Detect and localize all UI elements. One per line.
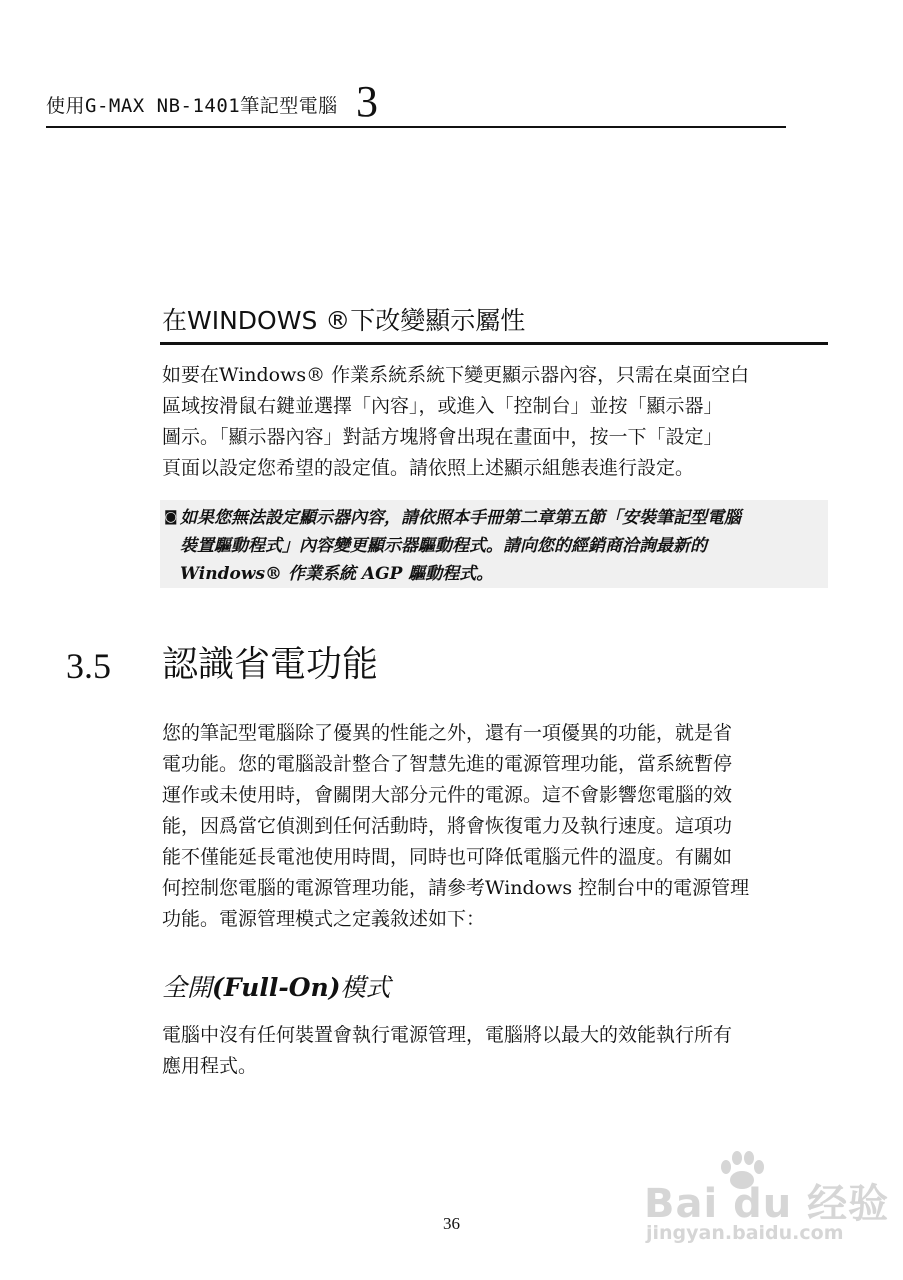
subsection-title-prefix: 全開 bbox=[162, 973, 213, 1002]
header-title: 使用G-MAX NB-1401筆記型電腦 bbox=[46, 95, 338, 117]
paragraph-line: 您的筆記型電腦除了優異的性能之外，還有一項優異的功能，就是省 bbox=[162, 722, 733, 744]
note-box bbox=[160, 500, 828, 588]
note-line: 如果您無法設定顯示器內容，請依照本手冊第二章第五節「安裝筆記型電腦 bbox=[180, 508, 741, 528]
note-line: Windows® 作業系統 AGP 驅動程式。 bbox=[180, 564, 494, 584]
paragraph-line: 區域按滑鼠右鍵並選擇「內容」，或進入「控制台」並按「顯示器」 bbox=[162, 395, 723, 417]
paragraph-line: 電腦中沒有任何裝置會執行電源管理，電腦將以最大的效能執行所有 bbox=[162, 1024, 733, 1046]
section-title: 在WINDOWS ®下改變顯示屬性 bbox=[162, 306, 526, 335]
subsection-title-bold: (Full-On) bbox=[212, 973, 341, 1002]
note-text bbox=[180, 504, 741, 588]
section-paragraph bbox=[162, 360, 822, 484]
paragraph-line: 功能。電源管理模式之定義敘述如下： bbox=[162, 908, 486, 930]
paragraph-line: 如要在Windows® 作業系統系統下變更顯示器內容，只需在桌面空白 bbox=[162, 364, 750, 386]
subsection-title-suffix: 模式 bbox=[340, 973, 391, 1002]
baidu-watermark bbox=[640, 1150, 890, 1250]
section-heading bbox=[160, 300, 828, 345]
subsection-paragraph bbox=[162, 1020, 822, 1082]
chapter-section-paragraph bbox=[162, 718, 822, 935]
paragraph-line: 何控制您電腦的電源管理功能，請參考Windows 控制台中的電源管理 bbox=[162, 877, 750, 899]
page-number: 36 bbox=[443, 1214, 460, 1233]
watermark-logo: Bai du 经验 bbox=[644, 1181, 890, 1227]
paragraph-line: 頁面以設定您希望的設定值。請依照上述顯示組態表進行設定。 bbox=[162, 457, 695, 479]
paragraph-line: 能，因爲當它偵測到任何活動時，將會恢復電力及執行速度。這項功 bbox=[162, 815, 733, 837]
note-bullet-icon: ◙ bbox=[164, 509, 178, 525]
paragraph-line: 電功能。您的電腦設計整合了智慧先進的電源管理功能，當系統暫停 bbox=[162, 753, 733, 775]
chapter-section-number: 3.5 bbox=[66, 646, 111, 686]
chapter-section-title: 認識省電功能 bbox=[162, 644, 379, 685]
watermark-url: jingyan.baidu.com bbox=[646, 1222, 844, 1244]
subsection-title bbox=[162, 970, 391, 1006]
paragraph-line: 能不僅能延長電池使用時間，同時也可降低電腦元件的溫度。有關如 bbox=[162, 846, 733, 868]
page-header bbox=[46, 74, 786, 128]
paragraph-line: 應用程式。 bbox=[162, 1055, 258, 1077]
paragraph-line: 運作或未使用時，會關閉大部分元件的電源。這不會影響您電腦的效 bbox=[162, 784, 733, 806]
paragraph-line: 圖示。「顯示器內容」對話方塊將會出現在畫面中，按一下「設定」 bbox=[162, 426, 723, 448]
note-line: 裝置驅動程式」內容變更顯示器驅動程式。請向您的經銷商洽詢最新的 bbox=[180, 536, 707, 556]
header-chapter-number: 3 bbox=[356, 77, 378, 126]
